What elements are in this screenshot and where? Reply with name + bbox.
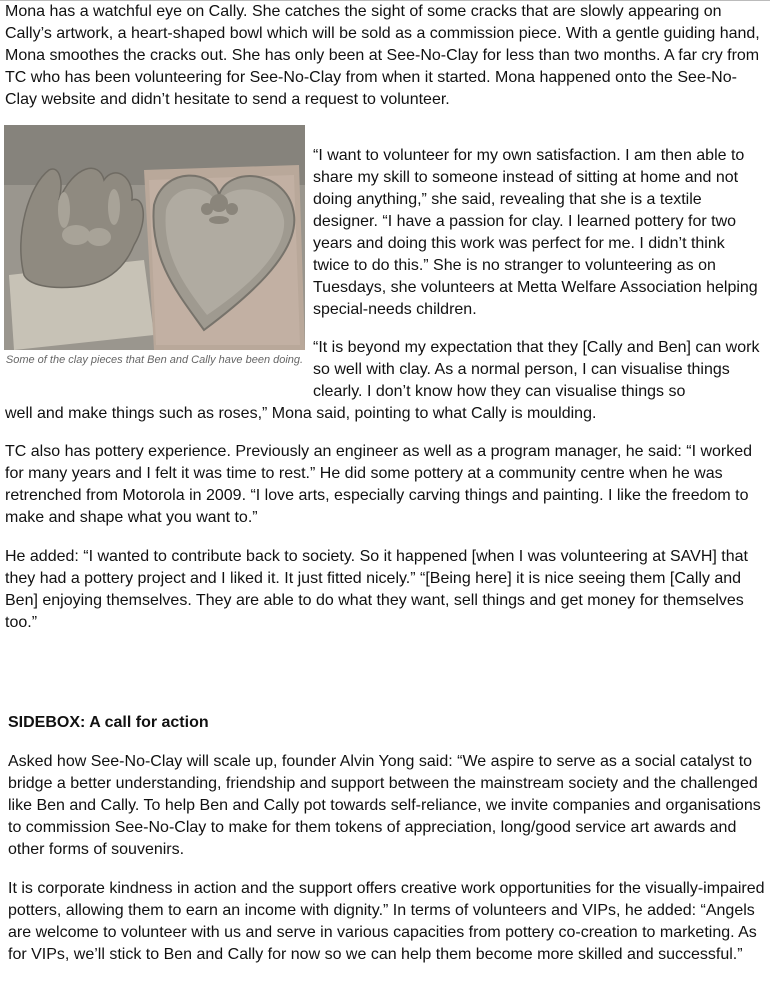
sidebox-heading: SIDEBOX: A call for action: [8, 714, 209, 731]
article-paragraph-quote-2: “It is beyond my expectation that they [Cally and Ben] can work so well with clay. As a normal person, I can visualise things clearly. I don’t know how they can visualise things so: [313, 339, 760, 400]
article-paragraph-quote-1: “I want to volunteer for my own satisfaction. I am then able to share my skill to someone instead of sitting at home and not doing anything,” she said, revealing that she is a textile designer. “I have a passion for clay. I learned pottery for two years and doing this work was perfect for me. I didn’t think twice to do this.” She is no stranger to volunteering as on Tuesdays, she volunteers at Metta Welfare Association helping special-needs children.: [313, 147, 758, 318]
sidebox-paragraph-2: It is corporate kindness in action and the support offers creative work opportunities for the visually-impaired potters, allowing them to earn an income with dignity.” In terms of volunteers and VIPs, he added: “Angels are welcome to volunteer with us and serve in various capacities from pottery co-creation to marketing. As for VIPs, we’ll stick to Ben and Cally for now so we can help them become more skilled and successful.”: [8, 880, 765, 963]
clay-pieces-photo: [4, 125, 305, 350]
clay-pieces-image: [4, 125, 305, 350]
article-paragraph-mona: Mona has a watchful eye on Cally. She catches the sight of some cracks that are slowly appearing on Cally’s artwork, a heart-shaped bowl which will be sold as a commission piece. With a gentle guiding hand, Mona smoothes the cracks out. She has only been at See-No-Clay for less than two months. A far cry from TC who has been volunteering for See-No-Clay from when it started. Mona happened onto the See-No-Clay website and didn’t hesitate to send a request to volunteer.: [5, 3, 760, 108]
article-paragraph-tc-added: He added: “I wanted to contribute back to society. So it happened [when I was volunteering at SAVH] that they had a pottery project and I liked it. It just fitted nicely.” “[Being here] it is nice seeing them [Cally and Ben] enjoying themselves. They are able to do what they want, sell things and get money for themselves too.”: [5, 548, 748, 631]
article-paragraph-tc: TC also has pottery experience. Previously an engineer as well as a program manager, he said: “I worked for many years and I felt it was time to rest.” He did some pottery at a community centre when he was retrenched from Motorola in 2009. “I love arts, especially carving things and painting. I like the freedom to make and shape what you want to.”: [5, 443, 753, 526]
photo-caption: Some of the clay pieces that Ben and Cally have been doing.: [5, 354, 304, 366]
sidebox-paragraph-1: Asked how See-No-Clay will scale up, founder Alvin Yong said: “We aspire to serve as a social catalyst to bridge a better understanding, friendship and support between the mainstream society and the challenged like Ben and Cally. To help Ben and Cally pot towards self-reliance, we invite companies and organisations to commission See-No-Clay to make for them tokens of appreciation, long/good service art awards and other forms of souvenirs.: [8, 753, 761, 858]
article-paragraph-quote-2-tail: well and make things such as roses,” Mona said, pointing to what Cally is moulding.: [5, 405, 597, 422]
